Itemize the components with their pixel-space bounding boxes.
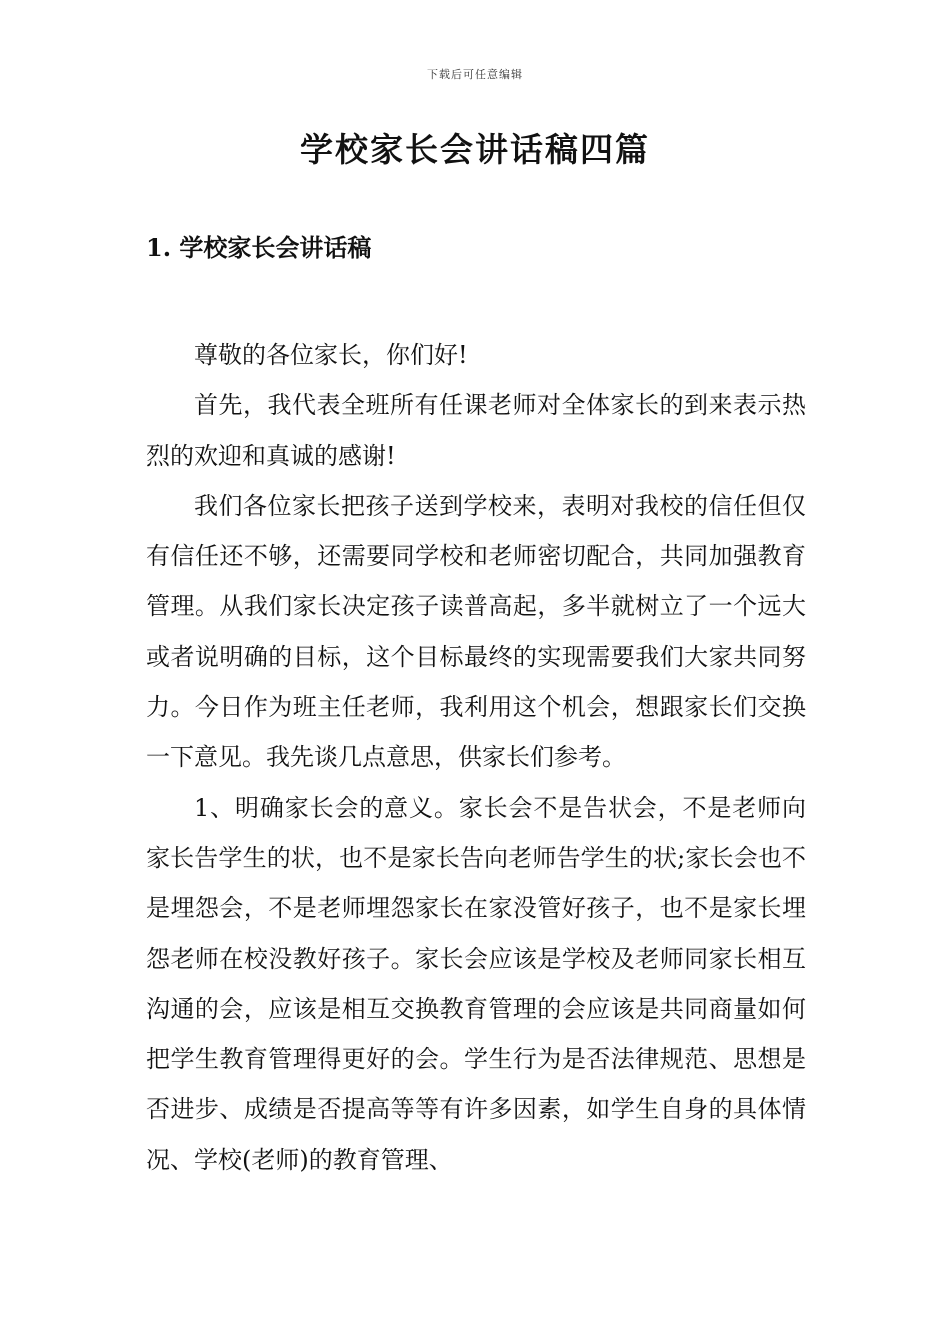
paragraph: 我们各位家长把孩子送到学校来，表明对我校的信任但仅有信任还不够，还需要同学校和老师密切配合，共同加强教育管理。从我们家长决定孩子读普高起，多半就树立了一个远大或者说明确的目标，这个目标最终的实现需要我们大家共同努力。今日作为班主任老师，我利用这个机会，想跟家长们交换一下意见。我先谈几点意思，供家长们参考。 <box>146 491 806 772</box>
section-heading: 1. 学校家长会讲话稿 <box>146 233 372 262</box>
paragraph: 首先，我代表全班所有任课老师对全体家长的到来表示热烈的欢迎和真诚的感谢! <box>146 391 806 470</box>
paragraph: 1、明确家长会的意义。家长会不是告状会，不是老师向家长告学生的状，也不是家长告向老师告学生的状;家长会也不是埋怨会，不是老师埋怨家长在家没管好孩子，也不是家长埋怨老师在校没教好孩子。家长会应该是学校及老师同家长相互沟通的会，应该是相互交换教育管理的会应该是共同商量如何把学生教育管理得更好的会。学生行为是否法律规范、思想是否进步、成绩是否提高等等有许多因素，如学生自身的具体情况、学校(老师)的教育管理、 <box>146 793 806 1174</box>
document-title: 学校家长会讲话稿四篇 <box>300 130 650 169</box>
paragraph: 尊敬的各位家长，你们好! <box>194 341 468 369</box>
body-text <box>146 330 806 1185</box>
header-note: 下载后可任意编辑 <box>427 68 523 81</box>
